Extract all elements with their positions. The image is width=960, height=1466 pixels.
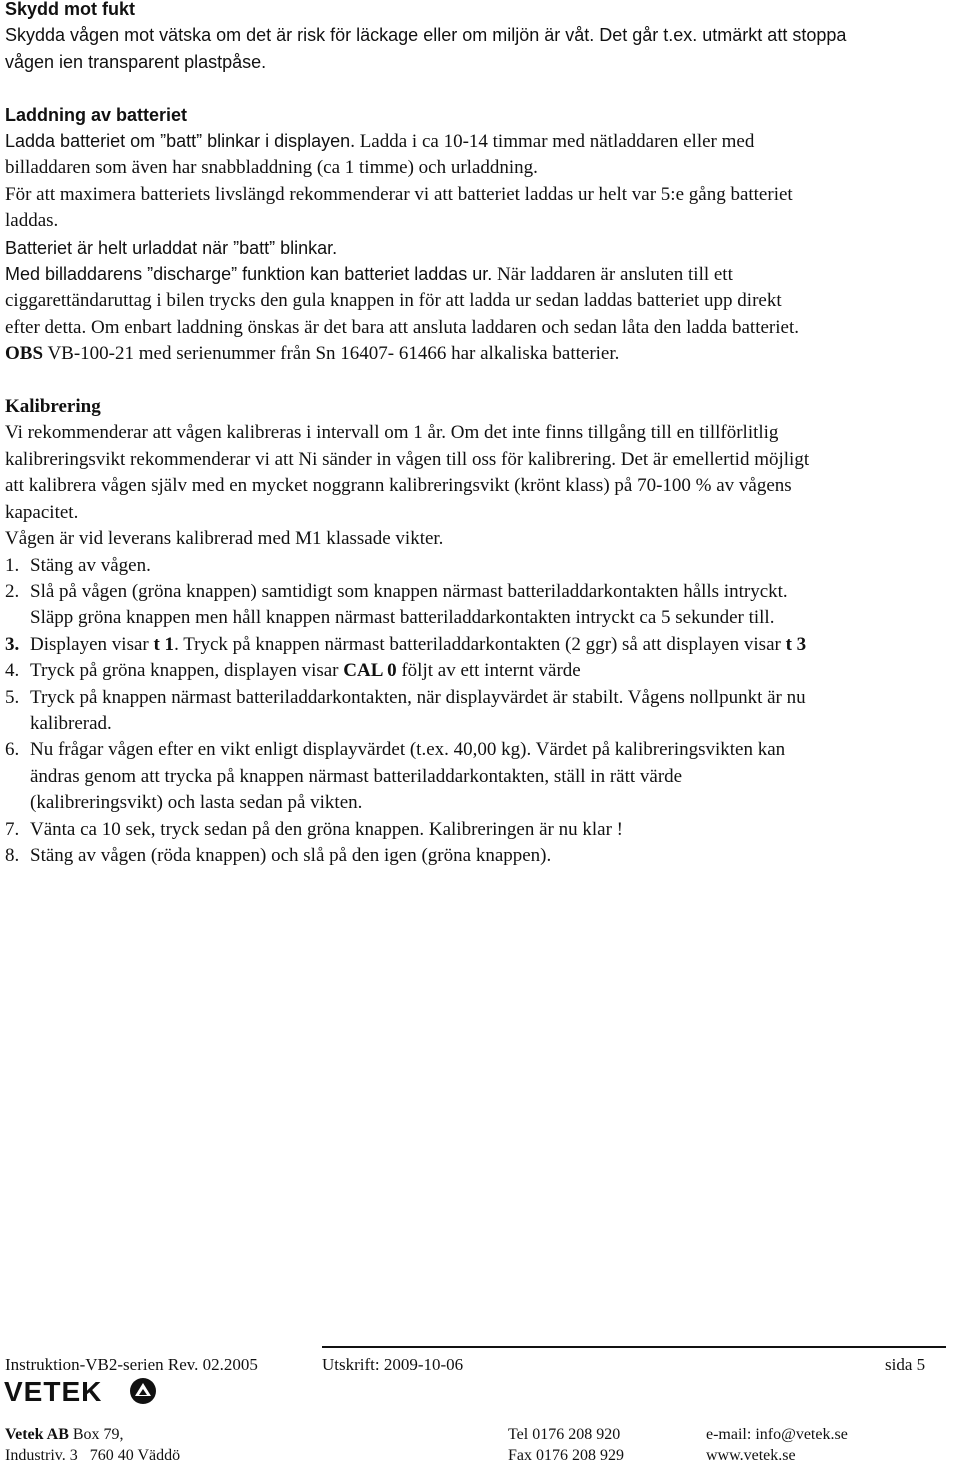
step-number: 7. <box>5 818 20 840</box>
vetek-logo <box>4 1376 164 1406</box>
step-text <box>30 658 953 684</box>
company-tel: Tel 0176 208 920 <box>508 1426 621 1443</box>
display-value: t 1 <box>153 633 175 655</box>
footer-page-number: sida 5 <box>885 1355 926 1374</box>
step-text-line: Nu frågar vågen efter en vikt enligt displayvärdet (t.ex. 40,00 kg). Värdet på kalibreringsvikten kan <box>30 739 786 761</box>
company-fax: Fax 0176 208 929 <box>508 1447 624 1464</box>
step-text-line: (kalibreringsvikt) och lasta sedan på vikten. <box>30 792 363 814</box>
step-2 <box>5 579 953 632</box>
step-1 <box>5 553 953 579</box>
moisture-line-1: Skydda vågen mot vätska om det är risk för läckage eller om miljön är våt. Det går t.ex. utmärkt att stoppa <box>5 25 847 46</box>
company-zip: 760 40 Väddö <box>89 1447 181 1464</box>
calib-line-5: Vågen är vid leverans kalibrerad med M1 klassade vikter. <box>5 528 444 550</box>
footer-phone <box>508 1424 624 1466</box>
step-7 <box>5 817 953 843</box>
calib-line-3: att kalibrera vågen själv med en mycket noggrann kalibreringsvikt (krönt klass) på 70-100 % av vågens <box>5 475 792 497</box>
display-value: CAL 0 <box>343 660 397 682</box>
footer-print-date: Utskrift: 2009-10-06 <box>322 1355 464 1374</box>
footer-doc-title: Instruktion-VB2-serien Rev. 02.2005 <box>5 1355 258 1374</box>
charging-line-4: laddas. <box>5 210 59 232</box>
charging-line-1a: Ladda batteriet om ”batt” blinkar i displayen <box>5 131 351 152</box>
step-6 <box>5 737 953 816</box>
step-text-line: Slå på vågen (gröna knappen) samtidigt som knappen närmast batteriladdarkontakten hålls intryckt. <box>30 580 788 602</box>
calib-line-2: kalibreringsvikt rekommenderar vi att Ni sänder in vågen till oss för kalibrering. Det är emellertid möjligt <box>5 448 810 470</box>
calib-line-1: Vi rekommenderar att vågen kalibreras i intervall om 1 år. Om det inte finns tillgång till en tillförlitlig <box>5 422 779 444</box>
step-4 <box>5 658 953 684</box>
step-text-line: Släpp gröna knappen men håll knappen närmast batteriladdarkontakten intryckt ca 5 sekunder till. <box>30 607 775 629</box>
charging-line-3: För att maximera batteriets livslängd rekommenderar vi att batteriet laddas ur helt var 5:e gång batteriet <box>5 183 793 205</box>
section-charging <box>5 102 953 368</box>
company-email[interactable]: e-mail: info@vetek.se <box>706 1426 848 1443</box>
footer-contact <box>706 1424 848 1466</box>
charging-line-6a: Med billaddarens ”discharge” funktion kan batteriet laddas ur. <box>5 264 493 285</box>
company-box: Box 79, <box>68 1426 124 1443</box>
company-web[interactable]: www.vetek.se <box>706 1447 796 1464</box>
obs-text: VB-100-21 med serienummer från Sn 16407- 61466 har alkaliska batterier. <box>43 343 620 365</box>
step-number: 2. <box>5 580 20 602</box>
heading-calibration: Kalibrering <box>5 396 101 418</box>
step-number: 6. <box>5 739 20 761</box>
step-text: Stäng av vågen. <box>30 554 151 576</box>
step-number: 3. <box>5 633 20 655</box>
section-calibration <box>5 394 953 869</box>
step-text <box>30 632 953 658</box>
step-8 <box>5 843 953 869</box>
step-text-part: . Tryck på knappen närmast batteriladdarkontakten (2 ggr) så att displayen visar <box>174 633 786 655</box>
heading-moisture: Skydd mot fukt <box>5 0 136 19</box>
calibration-steps <box>5 553 953 870</box>
step-text-line: ändras genom att trycka på knappen närmast batteriladdarkontakten, ställ in rätt värde <box>30 765 683 787</box>
step-text: Stäng av vågen (röda knappen) och slå på den igen (gröna knappen). <box>30 844 552 866</box>
step-number: 8. <box>5 844 20 866</box>
step-text <box>30 579 953 632</box>
step-text-line: Tryck på knappen närmast batteriladdarkontakten, när displayvärdet är stabilt. Vågens nollpunkt är nu <box>30 686 806 708</box>
step-text-line: kalibrerad. <box>30 712 112 734</box>
step-text <box>30 685 953 738</box>
charging-obs <box>5 341 953 367</box>
heading-charging: Laddning av batteriet <box>5 104 188 125</box>
step-text-part: följt av ett internt värde <box>396 660 581 682</box>
step-text <box>30 737 953 816</box>
charging-line-5: Batteriet är helt urladdat när ”batt” blinkar. <box>5 237 338 258</box>
footer-address <box>5 1424 180 1466</box>
charging-line-8: efter detta. Om enbart laddning önskas är det bara att ansluta laddaren och sedan låta den ladda batteriet. <box>5 316 799 338</box>
step-number: 5. <box>5 686 20 708</box>
company-street: Industriv. 3 <box>5 1447 78 1464</box>
section-moisture <box>5 0 953 75</box>
step-text: Vänta ca 10 sek, tryck sedan på den gröna knappen. Kalibreringen är nu klar ! <box>30 818 623 840</box>
step-3 <box>5 632 953 658</box>
charging-line-2: billaddaren som även har snabbladdning (ca 1 timme) och urladdning. <box>5 157 538 179</box>
step-text-part: Displayen visar <box>30 633 154 655</box>
moisture-line-2: vågen ien transparent plastpåse. <box>5 51 267 72</box>
page-content <box>5 0 953 869</box>
charging-line-6b: När laddaren är ansluten till ett <box>492 264 733 286</box>
logo-text: VETEK <box>4 1376 103 1406</box>
footer-divider <box>322 1346 946 1348</box>
display-value: t 3 <box>785 633 807 655</box>
company-name: Vetek AB <box>5 1426 69 1443</box>
calib-line-4: kapacitet. <box>5 501 79 523</box>
charging-line-7: ciggarettändaruttag i bilen trycks den gula knappen in för att ladda ur sedan laddas batteriet upp direkt <box>5 290 782 312</box>
charging-line-6 <box>5 261 953 288</box>
charging-line-1b: . Ladda i ca 10-14 timmar med nätladdaren eller med <box>350 131 755 153</box>
step-text-part: Tryck på gröna knappen, displayen visar <box>30 660 344 682</box>
logo-mark <box>130 1378 156 1404</box>
footer-doc-info <box>5 1352 931 1374</box>
obs-label: OBS <box>5 343 44 365</box>
charging-line-1 <box>5 128 953 155</box>
step-number: 1. <box>5 554 20 576</box>
step-5 <box>5 685 953 738</box>
step-number: 4. <box>5 660 20 682</box>
